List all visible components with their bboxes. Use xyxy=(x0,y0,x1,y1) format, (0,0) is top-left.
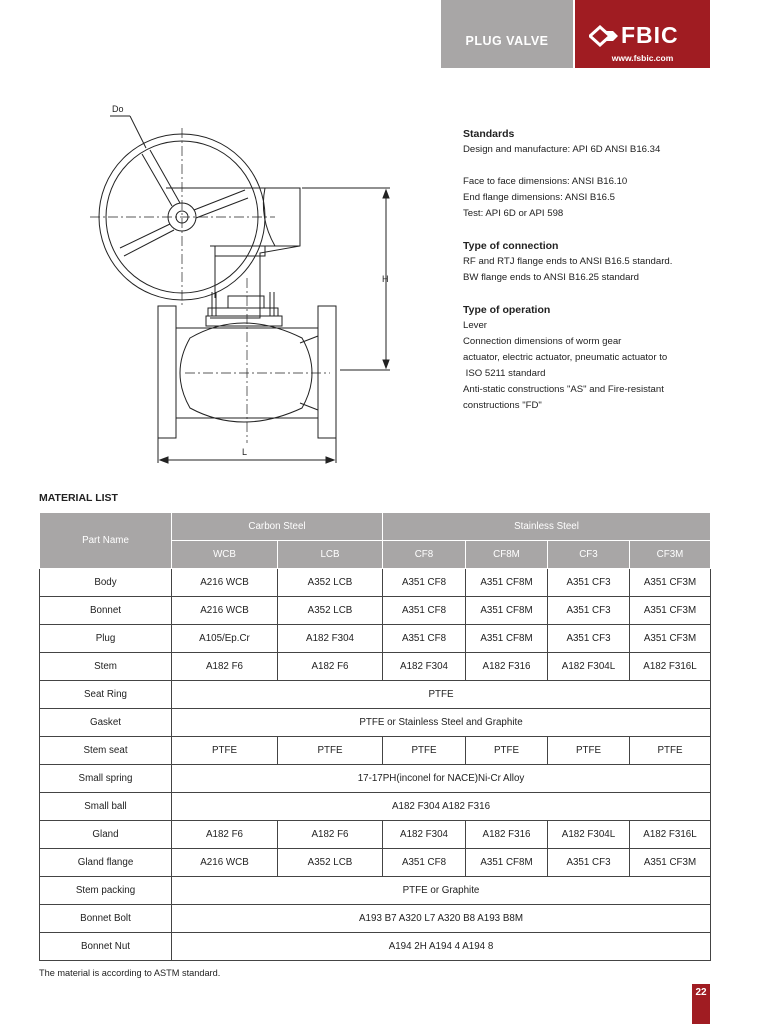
part-name-cell: Stem seat xyxy=(40,737,172,765)
spec-line: RF and RTJ flange ends to ANSI B16.5 standard. xyxy=(463,256,673,267)
material-cell: A182 F6 xyxy=(278,653,383,681)
table-row xyxy=(40,569,711,597)
material-cell: PTFE or Graphite xyxy=(172,877,711,905)
part-name-cell: Gland xyxy=(40,821,172,849)
material-cell: A351 CF8 xyxy=(383,597,466,625)
material-cell: A182 F304 xyxy=(383,653,466,681)
material-cell: A216 WCB xyxy=(172,849,278,877)
grade-header: LCB xyxy=(278,541,383,569)
footnote: The material is according to ASTM standard. xyxy=(39,968,221,978)
table-row xyxy=(40,905,711,933)
material-cell: A182 F316 xyxy=(466,821,548,849)
table-row xyxy=(40,877,711,905)
grade-header: CF8M xyxy=(466,541,548,569)
material-cell: A351 CF3M xyxy=(630,597,711,625)
material-cell: A182 F304 xyxy=(278,625,383,653)
spec-line: Face to face dimensions: ANSI B16.10 xyxy=(463,176,628,187)
material-cell: A194 2H A194 4 A194 8 xyxy=(172,933,711,961)
material-list-title: MATERIAL LIST xyxy=(39,492,118,504)
spec-line: Lever xyxy=(463,320,487,331)
material-cell: A351 CF8M xyxy=(466,849,548,877)
material-table xyxy=(39,512,711,961)
material-cell: A182 F6 xyxy=(278,821,383,849)
part-name-cell: Stem xyxy=(40,653,172,681)
part-name-cell: Small spring xyxy=(40,765,172,793)
part-name-cell: Bonnet Bolt xyxy=(40,905,172,933)
table-row xyxy=(40,821,711,849)
material-cell: PTFE xyxy=(172,737,278,765)
standards-title: Standards xyxy=(463,128,515,140)
spec-line: ISO 5211 standard xyxy=(463,368,546,379)
material-cell: A182 F316L xyxy=(630,653,711,681)
table-row xyxy=(40,849,711,877)
table-row xyxy=(40,793,711,821)
material-cell: A352 LCB xyxy=(278,597,383,625)
spacer xyxy=(463,286,733,302)
material-table-body xyxy=(40,569,711,961)
material-cell: A182 F316L xyxy=(630,821,711,849)
brand-banner xyxy=(575,0,710,68)
table-row xyxy=(40,709,711,737)
table-row xyxy=(40,653,711,681)
material-cell: A351 CF3M xyxy=(630,569,711,597)
spec-line: End flange dimensions: ANSI B16.5 xyxy=(463,192,615,203)
spec-line: Anti-static constructions "AS" and Fire-resistant xyxy=(463,384,664,395)
h-label: H xyxy=(382,274,389,284)
material-cell: A105/Ep.Cr xyxy=(172,625,278,653)
table-row xyxy=(40,933,711,961)
material-cell: A351 CF8M xyxy=(466,625,548,653)
material-cell: PTFE xyxy=(278,737,383,765)
table-row xyxy=(40,765,711,793)
grade-header: CF3 xyxy=(548,541,630,569)
part-name-cell: Stem packing xyxy=(40,877,172,905)
material-cell: A182 F304 xyxy=(383,821,466,849)
material-cell: A351 CF8M xyxy=(466,569,548,597)
grade-header: CF8 xyxy=(383,541,466,569)
spec-line: Design and manufacture: API 6D ANSI B16.34 xyxy=(463,144,661,155)
spec-line: actuator, electric actuator, pneumatic actuator to xyxy=(463,352,668,363)
part-name-cell: Gland flange xyxy=(40,849,172,877)
material-cell: A351 CF3 xyxy=(548,569,630,597)
grade-header: WCB xyxy=(172,541,278,569)
material-cell: A193 B7 A320 L7 A320 B8 A193 B8M xyxy=(172,905,711,933)
connection-title: Type of connection xyxy=(463,240,559,252)
material-cell: A351 CF3M xyxy=(630,625,711,653)
part-name-cell: Gasket xyxy=(40,709,172,737)
table-row xyxy=(40,597,711,625)
grade-header: CF3M xyxy=(630,541,711,569)
material-cell: A182 F304L xyxy=(548,653,630,681)
part-name-cell: Small ball xyxy=(40,793,172,821)
l-label: L xyxy=(242,447,248,457)
material-cell: A351 CF8 xyxy=(383,849,466,877)
material-cell: PTFE or Stainless Steel and Graphite xyxy=(172,709,711,737)
part-name-cell: Bonnet Nut xyxy=(40,933,172,961)
part-name-header: Part Name xyxy=(40,513,172,569)
part-name-cell: Bonnet xyxy=(40,597,172,625)
part-name-cell: Seat Ring xyxy=(40,681,172,709)
material-cell: A351 CF3 xyxy=(548,625,630,653)
spec-line: BW flange ends to ANSI B16.25 standard xyxy=(463,272,639,283)
material-cell: A351 CF8 xyxy=(383,625,466,653)
spacer xyxy=(463,158,733,174)
material-cell: A182 F6 xyxy=(172,821,278,849)
material-cell: A352 LCB xyxy=(278,569,383,597)
material-cell: A182 F6 xyxy=(172,653,278,681)
page-number: 22 xyxy=(692,984,710,1024)
part-name-cell: Body xyxy=(40,569,172,597)
do-label: Do xyxy=(112,104,124,114)
material-cell: A182 F316 xyxy=(466,653,548,681)
material-cell: A182 F304L xyxy=(548,821,630,849)
brand-logo xyxy=(589,22,679,49)
material-cell: A351 CF3 xyxy=(548,597,630,625)
carbon-steel-header: Carbon Steel xyxy=(172,513,383,541)
material-cell: A351 CF3M xyxy=(630,849,711,877)
material-cell: A351 CF3 xyxy=(548,849,630,877)
part-name-cell: Plug xyxy=(40,625,172,653)
material-cell: PTFE xyxy=(630,737,711,765)
specifications xyxy=(463,126,733,414)
valve-drawing xyxy=(90,98,400,470)
material-cell: A216 WCB xyxy=(172,597,278,625)
material-cell: A352 LCB xyxy=(278,849,383,877)
table-row xyxy=(40,625,711,653)
material-cell: A216 WCB xyxy=(172,569,278,597)
brand-name: FBIC xyxy=(621,22,679,48)
table-row xyxy=(40,681,711,709)
spacer xyxy=(463,222,733,238)
material-cell: PTFE xyxy=(172,681,711,709)
material-cell: A351 CF8 xyxy=(383,569,466,597)
website-link[interactable]: www.fsbic.com xyxy=(611,53,674,63)
material-cell: PTFE xyxy=(383,737,466,765)
table-row xyxy=(40,737,711,765)
material-cell: A182 F304 A182 F316 xyxy=(172,793,711,821)
material-cell: A351 CF8M xyxy=(466,597,548,625)
material-cell: 17-17PH(inconel for NACE)Ni-Cr Alloy xyxy=(172,765,711,793)
diamond-logo-icon xyxy=(589,25,619,47)
section-banner xyxy=(441,0,573,68)
operation-title: Type of operation xyxy=(463,304,551,316)
spec-line: Test: API 6D or API 598 xyxy=(463,208,564,219)
stainless-steel-header: Stainless Steel xyxy=(383,513,711,541)
spec-line: constructions "FD" xyxy=(463,400,542,411)
section-title: PLUG VALVE xyxy=(465,34,549,48)
material-cell: PTFE xyxy=(548,737,630,765)
spec-line: Connection dimensions of worm gear xyxy=(463,336,622,347)
material-cell: PTFE xyxy=(466,737,548,765)
